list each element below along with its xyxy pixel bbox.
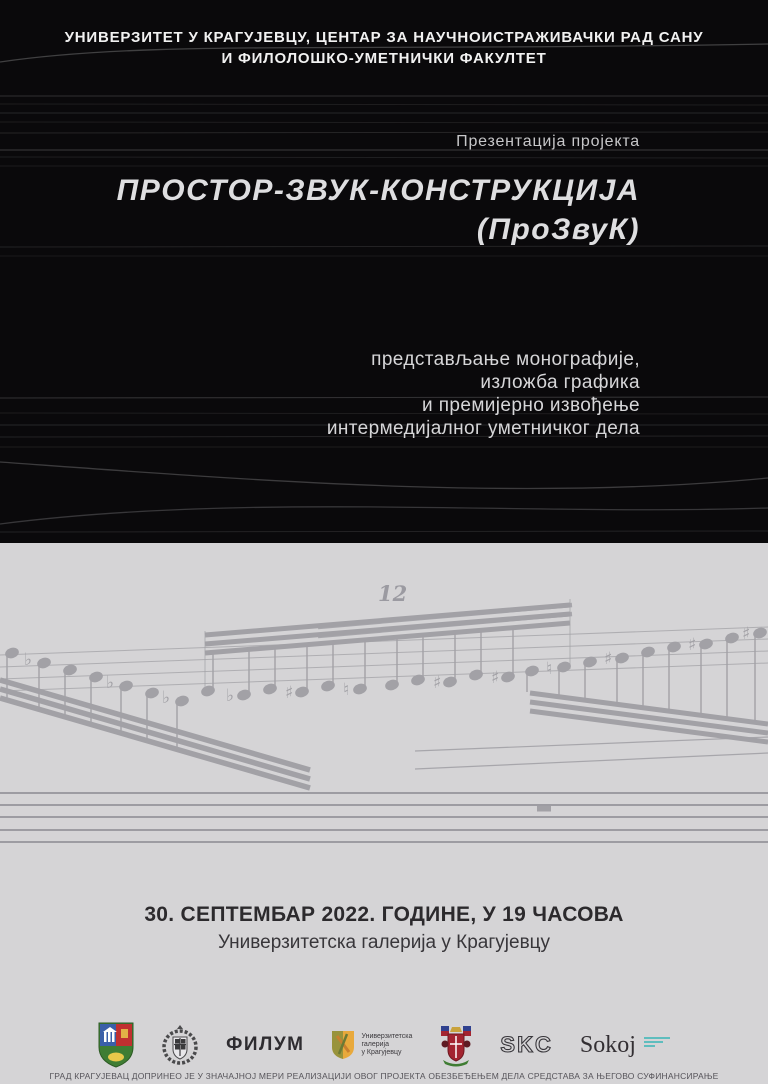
event-description-line-3: и премијерно извођење xyxy=(422,395,640,416)
event-venue: Универзитетска галерија у Крагујевцу xyxy=(217,932,551,953)
svg-text:♭: ♭ xyxy=(226,686,235,706)
event-datetime: 30. СЕПТЕМБАР 2022. ГОДИНЕ, У 19 ЧАСОВА xyxy=(144,903,624,926)
svg-text:♯: ♯ xyxy=(604,649,613,669)
event-description-line-2: изложба графика xyxy=(480,372,640,393)
presentation-label: Презентација пројекта xyxy=(456,133,640,150)
organizer-line-1: УНИВЕРЗИТЕТ У КРАГУЈЕВЦУ, ЦЕНТАР ЗА НАУЧНОИСТРАЖИВАЧКИ РАД САНУ xyxy=(64,29,704,46)
kragujevac-municipality-arms-logo xyxy=(98,1022,134,1068)
gallery-shield-icon xyxy=(331,1030,355,1060)
municipality-shield-icon xyxy=(98,1022,134,1068)
event-description-line-4: интермедијалног уметничког дела xyxy=(326,418,640,439)
music-score-graphic xyxy=(0,543,768,855)
sokoj-logo-marks xyxy=(644,1037,670,1047)
svg-text:♯: ♯ xyxy=(688,635,697,655)
whole-rest-symbol xyxy=(537,806,551,812)
event-details xyxy=(0,903,768,954)
project-title xyxy=(117,171,640,249)
university-gallery-logo xyxy=(331,1030,412,1060)
tuplet-12-label: 12 xyxy=(378,581,408,606)
svg-text:♮: ♮ xyxy=(546,659,553,679)
svg-text:♯: ♯ xyxy=(742,624,751,644)
laurel-wreath-emblem-icon xyxy=(161,1023,199,1067)
svg-text:♯: ♯ xyxy=(491,668,500,688)
kragujevac-city-arms-logo xyxy=(439,1022,473,1068)
sokoj-logo xyxy=(580,1032,670,1059)
sokoj-logo-text: Sokoj xyxy=(579,1031,636,1058)
project-title-line-1: ПРОСТОР-ЗВУК-КОНСТРУКЦИЈА xyxy=(116,174,640,207)
sanu-center-emblem-logo xyxy=(161,1023,199,1067)
cofinancing-footer-text: ГРАД КРАГУЈЕВАЦ ДОПРИНЕО ЈЕ У ЗНАЧАЈНОЈ МЕРИ РЕАЛИЗАЦИЈИ ОВОГ ПРОЈЕКТА ОБЕЗБЕЂЕЊЕМ ДЕЛА СРЕДСТАВА ЗА ЊЕГОВО СУФИНАНСИРАЊЕ xyxy=(49,1071,719,1081)
svg-text:♮: ♮ xyxy=(343,680,350,700)
event-description-line-1: представљање монографије, xyxy=(371,349,640,370)
gray-section xyxy=(0,543,768,1084)
project-title-line-2: (ПроЗвуК) xyxy=(476,213,640,246)
city-arms-icon xyxy=(439,1022,473,1068)
svg-text:♭: ♭ xyxy=(24,650,33,670)
organizer-line-2: И ФИЛОЛОШКО-УМЕТНИЧКИ ФАКУЛТЕТ xyxy=(221,50,547,67)
filum-logo xyxy=(226,1034,304,1056)
svg-text:♯: ♯ xyxy=(433,673,442,693)
event-description xyxy=(327,348,640,440)
svg-text:♭: ♭ xyxy=(106,673,115,693)
svg-text:♯: ♯ xyxy=(285,683,294,703)
sponsor-logos-row xyxy=(0,1021,768,1069)
filum-logo-text: ФИЛУМ xyxy=(226,1034,305,1055)
skc-logo xyxy=(500,1032,552,1058)
staff-lines xyxy=(0,793,768,842)
svg-text:♭: ♭ xyxy=(162,688,171,708)
organizer-header xyxy=(0,27,768,69)
gallery-logo-text: Универзитетска галерија у Крагујевцу xyxy=(361,1033,413,1056)
skc-logo-text: SKC xyxy=(500,1032,553,1057)
